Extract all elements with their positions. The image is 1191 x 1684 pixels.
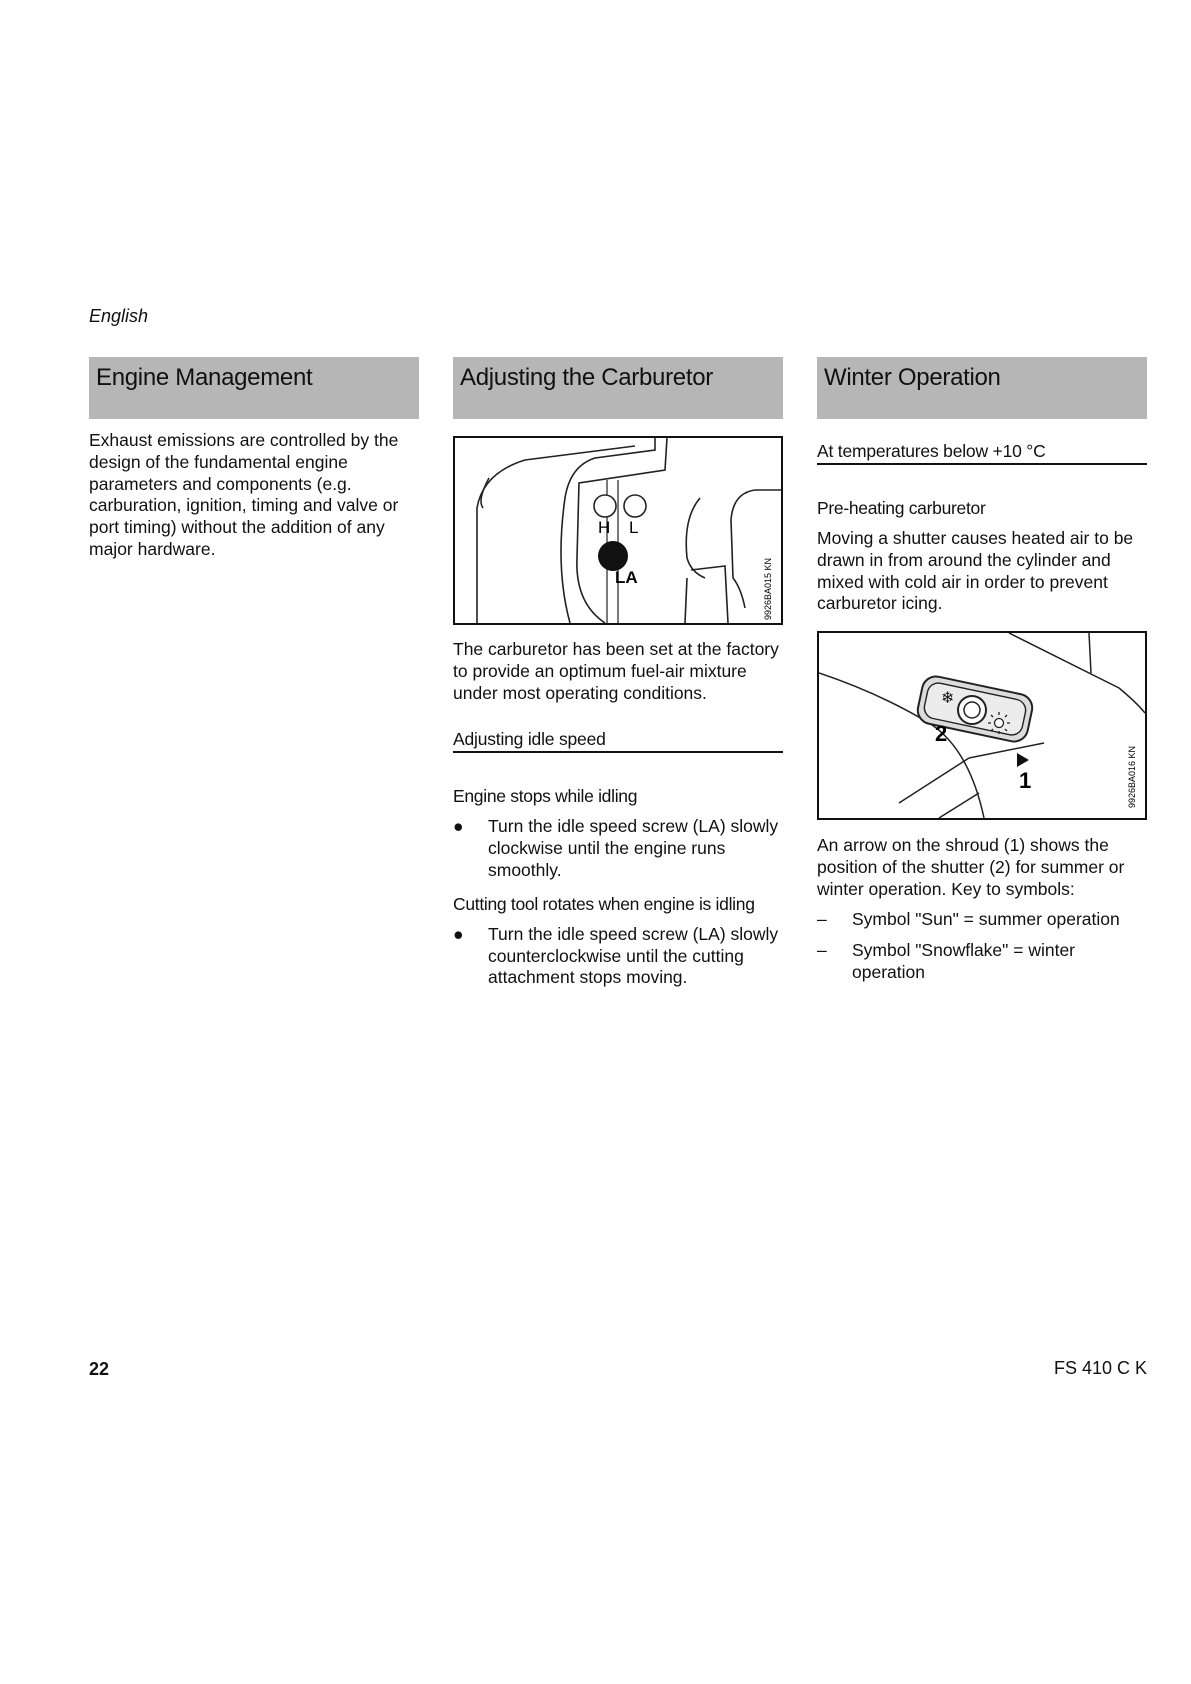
list-item bbox=[453, 924, 783, 989]
page-number: 22 bbox=[89, 1359, 110, 1379]
adjusting-carburetor-heading: Adjusting the Carburetor bbox=[453, 357, 783, 419]
cutting-tool-subtitle: Cutting tool rotates when engine is idling bbox=[453, 893, 755, 914]
carburetor-illustration bbox=[453, 436, 783, 625]
adjusting-idle-speed-title: Adjusting idle speed bbox=[453, 729, 783, 753]
l-label: L bbox=[629, 518, 639, 537]
sun-symbol-text: Symbol "Sun" = summer operation bbox=[852, 908, 1120, 929]
preheating-subtitle: Pre-heating carburetor bbox=[817, 498, 986, 518]
engine-management-heading: Engine Management bbox=[89, 357, 419, 419]
temperature-title: At temperatures below +10 °C bbox=[817, 441, 1147, 465]
adjusting-carburetor-section bbox=[453, 357, 783, 989]
bullet-icon: ● bbox=[453, 816, 464, 837]
shutter-description: An arrow on the shroud (1) shows the position of the shutter (2) for summer or winter operation. Key to symbols: bbox=[817, 835, 1125, 899]
engine-stops-instruction: Turn the idle speed screw (LA) slowly clockwise until the engine runs smoothly. bbox=[488, 816, 779, 880]
engine-management-text: Exhaust emissions are controlled by the design of the fundamental engine parameters and components (e.g. carburation, ignition, timing and valve or port timing) without the addition of any major hardware. bbox=[89, 430, 399, 559]
la-label: LA bbox=[615, 568, 638, 587]
figure-code: 9926BA015 KN bbox=[763, 557, 773, 620]
shutter-drawing bbox=[819, 633, 1145, 818]
dash-icon: – bbox=[817, 908, 827, 929]
engine-stops-subtitle: Engine stops while idling bbox=[453, 786, 638, 807]
dash-icon: – bbox=[817, 940, 827, 961]
snowflake-symbol-text: Symbol "Snowflake" = winter operation bbox=[852, 940, 1076, 983]
model-name: FS 410 C K bbox=[1053, 1358, 1147, 1378]
shutter-slider bbox=[915, 674, 1035, 747]
l-screw-icon bbox=[624, 495, 646, 517]
list-item bbox=[817, 940, 1147, 984]
arrow-number-label: 1 bbox=[1019, 768, 1032, 794]
bullet-icon: ● bbox=[453, 923, 464, 944]
la-screw-icon bbox=[598, 541, 628, 571]
winter-operation-section bbox=[817, 357, 1147, 984]
winter-operation-heading: Winter Operation bbox=[817, 357, 1147, 419]
h-screw-icon bbox=[594, 495, 616, 517]
snowflake-icon: ❄ bbox=[941, 688, 955, 708]
cutting-tool-instruction: Turn the idle speed screw (LA) slowly counterclockwise until the cutting attachment stops moving. bbox=[488, 923, 779, 988]
list-item bbox=[453, 816, 783, 881]
shutter-number-label: 2 bbox=[935, 721, 948, 747]
carburetor-intro-text: The carburetor has been set at the factory to provide an optimum fuel-air mixture under most operating conditions. bbox=[453, 639, 779, 703]
arrow-icon bbox=[1017, 753, 1029, 767]
h-label: H bbox=[598, 518, 611, 537]
figure-code: 9926BA016 KN bbox=[1127, 746, 1137, 809]
engine-management-section bbox=[89, 357, 419, 561]
list-item bbox=[817, 909, 1147, 931]
shutter-illustration bbox=[817, 631, 1147, 820]
language-label: English bbox=[89, 306, 149, 326]
preheating-text: Moving a shutter causes heated air to be drawn in from around the cylinder and mixed with cold air in order to prevent carburetor icing. bbox=[817, 528, 1134, 614]
carburetor-drawing bbox=[455, 438, 781, 623]
